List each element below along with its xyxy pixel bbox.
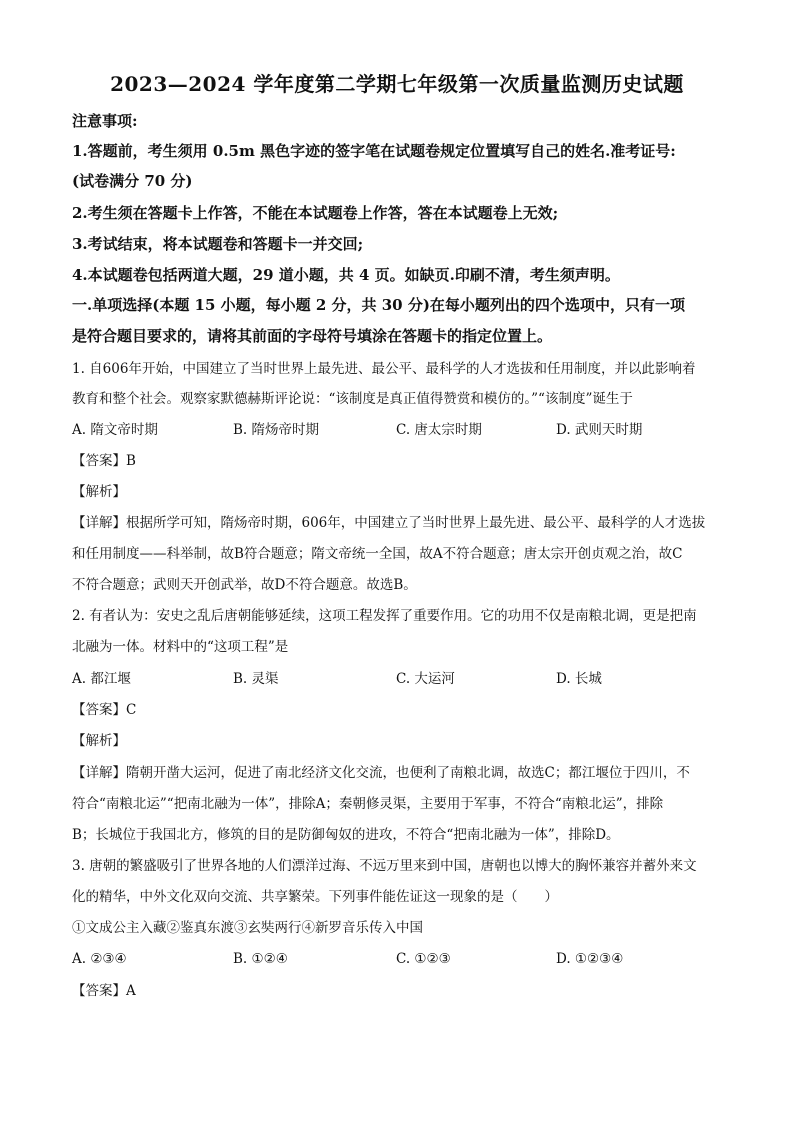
notice-item-score: (试卷满分 70 分) bbox=[72, 172, 193, 190]
question-3-option-c: C. ①②③ bbox=[396, 951, 451, 967]
notice-heading: 注意事项: bbox=[72, 112, 138, 130]
notice-item-1: 1.答题前，考生须用 0.5m 黑色字迹的签字笔在试题卷规定位置填写自己的姓名.准考证号: bbox=[72, 142, 676, 160]
question-1-analysis-label: 【解析】 bbox=[72, 484, 126, 500]
question-1-detail-line-1: 【详解】根据所学可知，隋炀帝时期，606年，中国建立了当时世界上最先进、最公平、最科学的人才选拔 bbox=[72, 515, 706, 531]
question-1-option-c: C. 唐太宗时期 bbox=[396, 422, 482, 438]
page-title: 2023—2024 学年度第二学期七年级第一次质量监测历史试题 bbox=[110, 72, 684, 96]
question-3-option-b: B. ①②④ bbox=[233, 951, 288, 967]
notice-item-3: 3.考试结束，将本试题卷和答题卡一并交回; bbox=[72, 235, 364, 253]
question-3-stem-line-2: 化的精华，中外文化双向交流、共享繁荣。下列事件能佐证这一现象的是（ ） bbox=[72, 889, 558, 905]
section-heading-line-1: 一.单项选择(本题 15 小题，每小题 2 分，共 30 分)在每小题列出的四个选项中，只有一项 bbox=[72, 296, 685, 314]
notice-item-4: 4.本试题卷包括两道大题，29 道小题，共 4 页。如缺页.印刷不清，考生须声明。 bbox=[72, 266, 620, 284]
section-heading-line-2: 是符合题目要求的，请将其前面的字母符号填涂在答题卡的指定位置上。 bbox=[72, 327, 553, 345]
question-1-option-d: D. 武则天时期 bbox=[556, 422, 643, 438]
question-3-stem-line-1: 3. 唐朝的繁盛吸引了世界各地的人们漂洋过海、不远万里来到中国，唐朝也以博大的胸怀兼容并蓄外来文 bbox=[72, 858, 697, 874]
question-3-option-d: D. ①②③④ bbox=[556, 951, 624, 967]
question-3-option-a: A. ②③④ bbox=[72, 951, 127, 967]
question-2-option-d: D. 长城 bbox=[556, 671, 602, 687]
question-3-answer: 【答案】A bbox=[72, 983, 136, 999]
question-2-option-b: B. 灵渠 bbox=[233, 671, 279, 687]
question-3-stem-line-3: ①文成公主入藏②鉴真东渡③玄奘两行④新罗音乐传入中国 bbox=[72, 920, 423, 936]
notice-item-2: 2.考生须在答题卡上作答，不能在本试题卷上作答，答在本试题卷上无效; bbox=[72, 204, 559, 222]
question-2-option-c: C. 大运河 bbox=[396, 671, 455, 687]
question-1-stem-line-1: 1. 自606年开始，中国建立了当时世界上最先进、最公平、最科学的人才选拔和任用制度，并以此影响着 bbox=[72, 361, 696, 377]
question-1-option-a: A. 隋文帝时期 bbox=[72, 422, 158, 438]
question-2-detail-line-2: 符合“南粮北运”“把南北融为一体”，排除A；秦朝修灵渠，主要用于军事，不符合“南粮北运”，排除 bbox=[72, 796, 664, 812]
question-2-detail-line-3: B；长城位于我国北方，修筑的目的是防御匈奴的进攻，不符合“把南北融为一体”，排除D。 bbox=[72, 827, 620, 843]
question-1-stem-line-2: 教育和整个社会。观察家默德赫斯评论说：“该制度是真正值得赞赏和模仿的。”“该制度”诞生于 bbox=[72, 391, 633, 407]
question-2-stem-line-1: 2. 有者认为：安史之乱后唐朝能够延续，这项工程发挥了重要作用。它的功用不仅是南粮北调，更是把南 bbox=[72, 608, 697, 624]
question-1-answer: 【答案】B bbox=[72, 453, 136, 469]
question-1-detail-line-3: 不符合题意；武则天开创武举，故D不符合题意。故选B。 bbox=[72, 577, 417, 593]
question-2-analysis-label: 【解析】 bbox=[72, 733, 126, 749]
question-1-option-b: B. 隋炀帝时期 bbox=[233, 422, 320, 438]
question-2-option-a: A. 都江堰 bbox=[72, 671, 131, 687]
question-2-stem-line-2: 北融为一体。材料中的“这项工程”是 bbox=[72, 639, 289, 655]
question-2-answer: 【答案】C bbox=[72, 702, 137, 718]
question-1-detail-line-2: 和任用制度——科举制，故B符合题意；隋文帝统一全国，故A不符合题意；唐太宗开创贞观之治，故C bbox=[72, 546, 683, 562]
question-2-detail-line-1: 【详解】隋朝开凿大运河，促进了南北经济文化交流，也便利了南粮北调，故选C；都江堰位于四川，不 bbox=[72, 765, 690, 781]
